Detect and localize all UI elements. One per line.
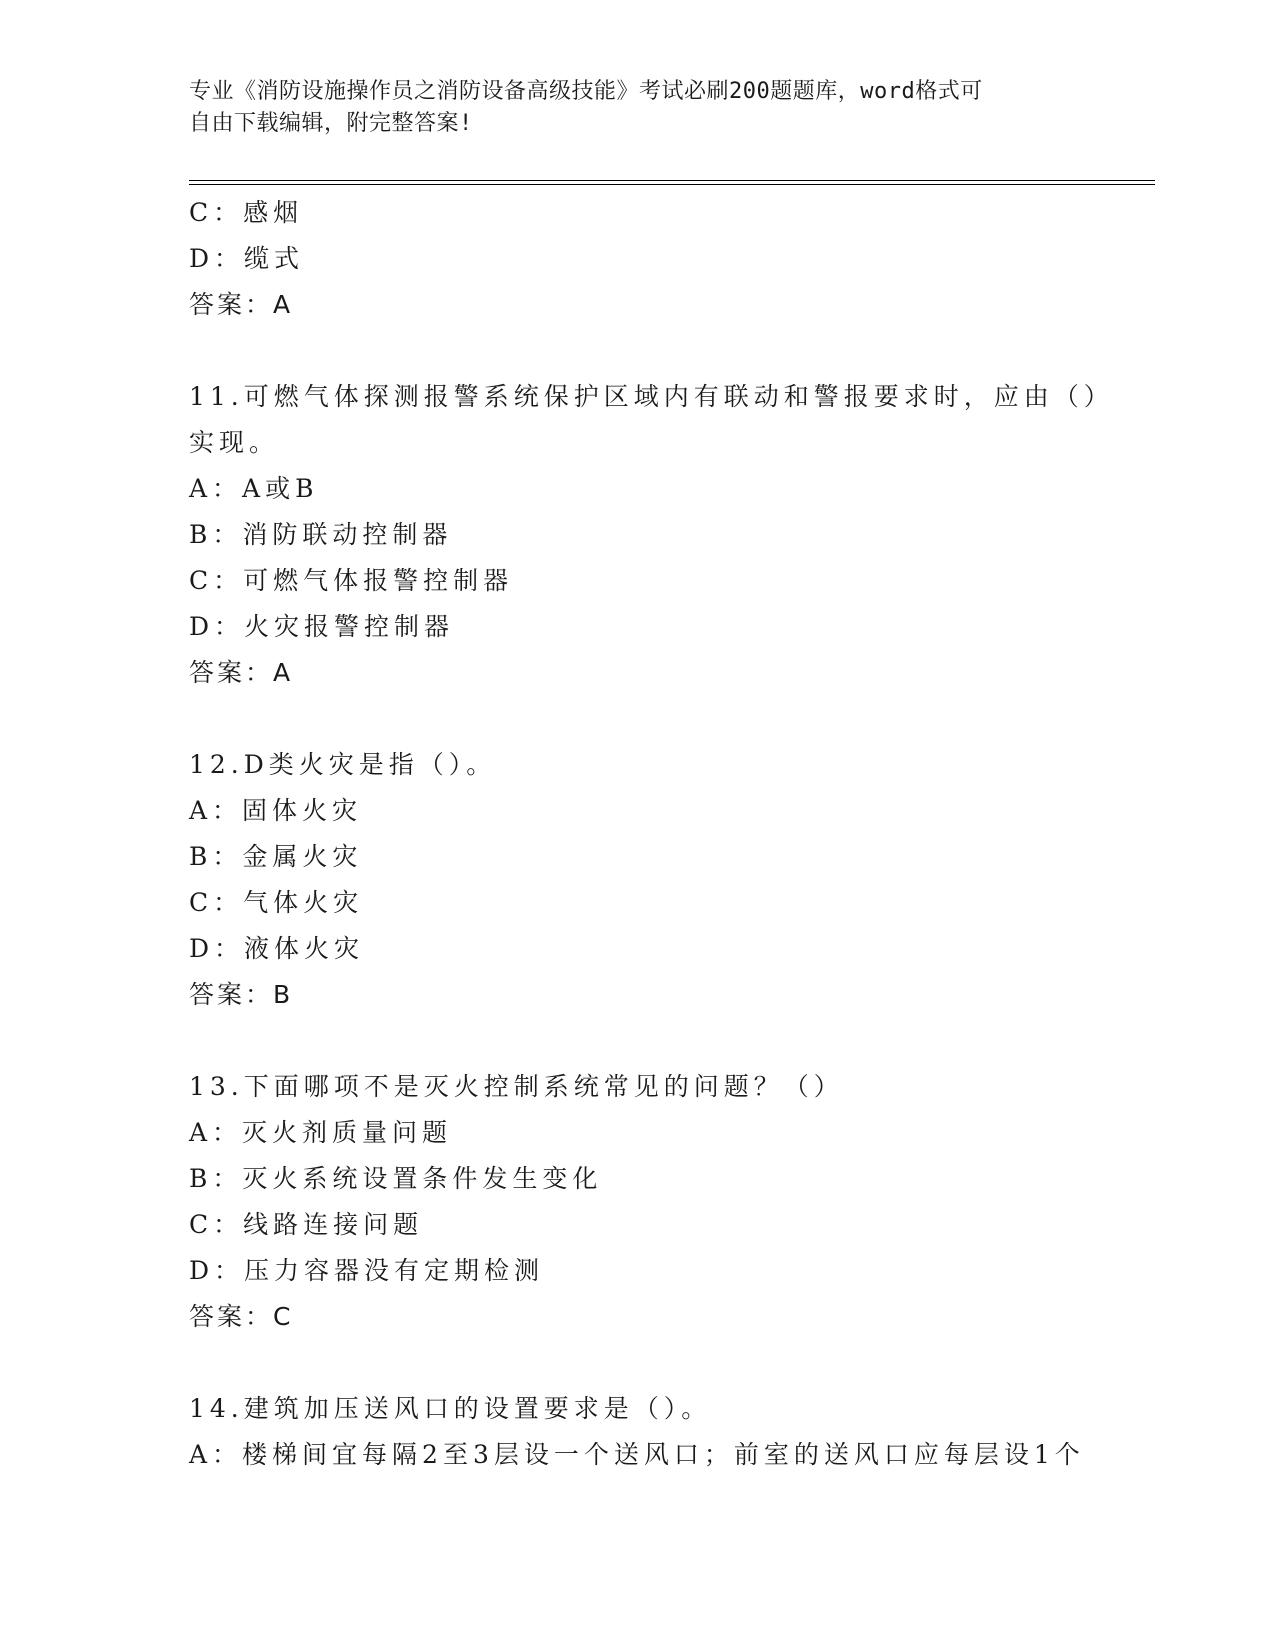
spacer	[189, 1340, 1089, 1386]
question-stem: 13.下面哪项不是灭火控制系统常见的问题？（）	[189, 1072, 844, 1101]
question-stem: 12.D类火灾是指（）。	[189, 750, 497, 779]
option-c: C：气体火灾	[189, 888, 364, 917]
answer-line: 答案：A	[189, 290, 294, 319]
spacer	[189, 696, 1089, 742]
answer-line: 答案：C	[189, 1302, 294, 1331]
option-d: D：火灾报警控制器	[189, 612, 455, 641]
header-line-1: 专业《消防设施操作员之消防设备高级技能》考试必刷200题题库，word格式可	[189, 79, 983, 104]
question-list	[189, 190, 1114, 1478]
header-divider-bottom	[189, 184, 1155, 185]
option-c: C：可燃气体报警控制器	[189, 566, 514, 595]
option-c: C：线路连接问题	[189, 1210, 424, 1239]
option-b: B：灭火系统设置条件发生变化	[189, 1164, 603, 1193]
document-header	[189, 76, 1069, 140]
question-12	[189, 742, 1089, 1018]
spacer	[189, 328, 1089, 374]
option-a: A：固体火灾	[189, 796, 363, 825]
question-stem-line-2: 实现。	[189, 428, 280, 457]
option-c: C：感烟	[189, 198, 304, 227]
question-stem	[189, 374, 1114, 466]
option-a: A：灭火剂质量问题	[189, 1118, 453, 1147]
question-11	[189, 374, 1114, 696]
question-14	[189, 1386, 1089, 1478]
option-d: D：缆式	[189, 244, 305, 273]
option-b: B：金属火灾	[189, 842, 363, 871]
option-b: B：消防联动控制器	[189, 520, 453, 549]
option-d: D：液体火灾	[189, 934, 365, 963]
option-a: A：楼梯间宜每隔2至3层设一个送风口；前室的送风口应每层设1个	[189, 1440, 1085, 1469]
question-stem: 14.建筑加压送风口的设置要求是（）。	[189, 1394, 712, 1423]
header-line-2: 自由下载编辑，附完整答案!	[189, 111, 473, 136]
option-d: D：压力容器没有定期检测	[189, 1256, 545, 1285]
spacer	[189, 1018, 1089, 1064]
question-stem-line-1: 11.可燃气体探测报警系统保护区域内有联动和警报要求时，应由（）	[189, 382, 1114, 411]
question-13	[189, 1064, 1089, 1340]
header-divider-top	[189, 180, 1155, 181]
option-a: A：A或B	[189, 474, 319, 503]
answer-line: 答案：A	[189, 658, 294, 687]
answer-line: 答案：B	[189, 980, 294, 1009]
